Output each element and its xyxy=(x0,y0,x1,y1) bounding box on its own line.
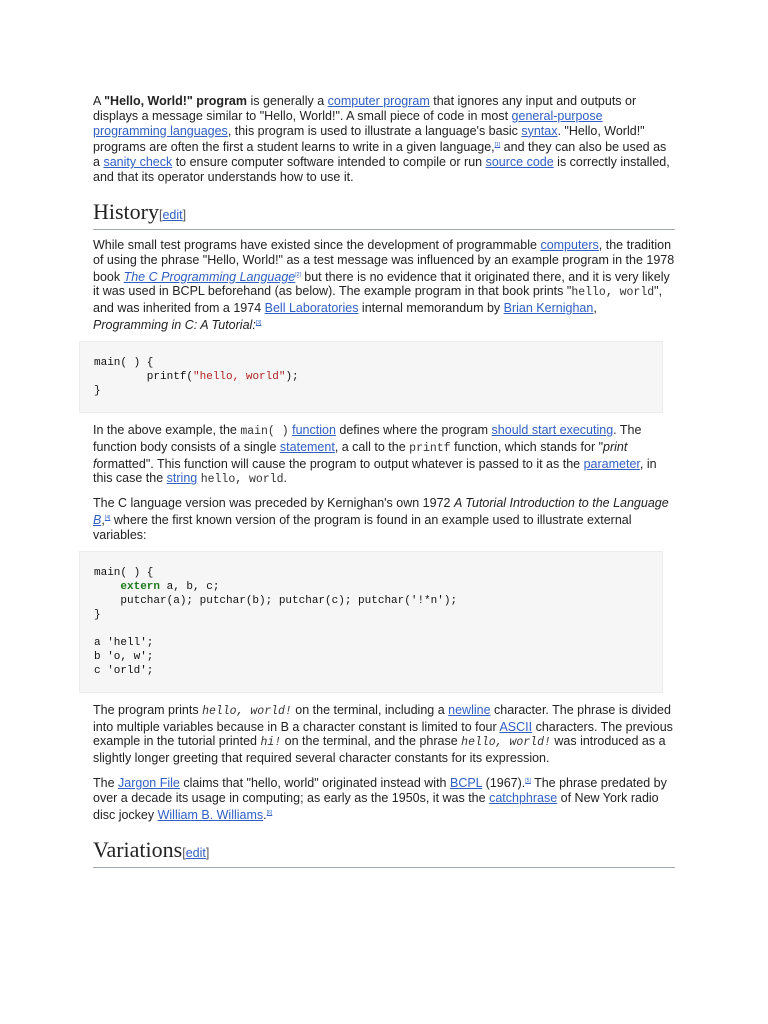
reference-1[interactable]: [1] xyxy=(494,142,501,149)
link-ascii[interactable]: ASCII xyxy=(499,719,533,734)
link-jargon-file[interactable]: Jargon File xyxy=(118,776,180,791)
variations-heading: Variations[edit] xyxy=(93,837,675,868)
link-bcpl[interactable]: BCPL xyxy=(449,776,483,791)
history-paragraph-3: The C language version was preceded by Kernighan's own 1972 A Tutorial Introduction to the Language B,[4] where the first known version of the program is found in an example used to illustrate external variables: xyxy=(93,496,669,542)
keyword-extern: extern xyxy=(120,580,161,593)
string-literal: "hello, world" xyxy=(193,371,286,384)
variations-edit-section: [edit] xyxy=(182,845,210,860)
code-block-c: main( ) { printf("hello, world"); } xyxy=(79,341,663,413)
history-edit-section: [edit] xyxy=(159,207,187,222)
intro-paragraph: A "Hello, World!" program is generally a computer program that ignores any input and outputs or displays a message similar to "Hello, World!". A small piece of code in most general-purpose programming languages, this program is used to illustrate a language's basic syntax. "Hello, World!" programs are often the first a student learns to write in a given language,[1] and they can also be used as a sanity check to ensure computer software intended to compile or run source code is correctly installed, and that its operator understands how to use it. xyxy=(93,94,670,185)
reference-5[interactable]: [5] xyxy=(525,777,531,784)
link-brian-kernighan[interactable]: Brian Kernighan xyxy=(503,301,594,316)
link-general-purpose-programming-languages[interactable]: general-purpose programming languages xyxy=(93,108,603,138)
reference-2[interactable]: [2] xyxy=(295,271,301,278)
history-paragraph-2: In the above example, the main( ) function defines where the program should start executing. The function body consists of a single statement, a call to the printf function, which stands for "print formatted". This function will cause the program to output whatever is passed to it as the parameter, in this case the string hello, world. xyxy=(93,423,657,487)
link-newline[interactable]: newline xyxy=(448,702,491,717)
link-string[interactable]: string xyxy=(166,471,198,486)
history-paragraph-1: While small test programs have existed since the development of programmable computers, the tradition of using the phrase "Hello, World!" as a test message was influenced by an example program in the 1978 book The C Programming Language[2] but there is no evidence that it originated there, and it is very likely it was used in BCPL beforehand (as below). The example program in that book prints "hello, world", and was inherited from a 1974 Bell Laboratories internal memorandum by Brian Kernighan, Programming in C: A Tutorial:[3] xyxy=(93,237,675,333)
link-language-b[interactable]: B xyxy=(93,513,102,528)
history-paragraph-5: The Jargon File claims that "hello, world" originated instead with BCPL (1967).[5] The phrase predated by over a decade its usage in computing; as early as the 1950s, it was the catchphrase of New York radio disc jockey William B. Williams.[6] xyxy=(93,776,667,822)
history-edit-link[interactable]: edit xyxy=(162,207,183,222)
link-computers[interactable]: computers xyxy=(540,237,599,252)
link-source-code[interactable]: source code xyxy=(485,155,554,170)
tutorial-title: Programming in C: A Tutorial xyxy=(93,318,253,333)
reference-4[interactable]: [4] xyxy=(104,515,111,522)
link-sanity-check[interactable]: sanity check xyxy=(103,155,173,170)
link-bell-laboratories[interactable]: Bell Laboratories xyxy=(264,301,359,316)
bold-term: "Hello, World!" program xyxy=(104,94,248,108)
reference-3[interactable]: [3] xyxy=(255,320,262,327)
article-body xyxy=(93,94,675,876)
history-paragraph-4: The program prints hello, world! on the terminal, including a newline character. The phrase is divided into multiple variables because in B a character constant is limited to four ASCII characters. The previous example in the tutorial printed hi! on the terminal, and the phrase hello, world! was introduced as a slightly longer greeting that required several character constants for its expression. xyxy=(93,702,673,766)
reference-6[interactable]: [6] xyxy=(266,809,273,816)
link-catchphrase[interactable]: catchphrase xyxy=(489,790,558,805)
link-parameter[interactable]: parameter xyxy=(583,456,640,471)
link-syntax[interactable]: syntax xyxy=(521,123,558,138)
link-c-programming-language[interactable]: The C Programming Language xyxy=(123,269,296,284)
link-should-start-executing[interactable]: should start executing xyxy=(491,423,614,438)
inline-code-hello-world: hello, world xyxy=(571,286,655,300)
link-computer-program[interactable]: computer program xyxy=(327,94,430,108)
link-statement[interactable]: statement xyxy=(279,439,335,454)
history-heading: History[edit] xyxy=(93,199,675,230)
code-block-b: main( ) { extern a, b, c; putchar(a); putchar(b); putchar(c); putchar('!*n'); } a 'hell'; b 'o, w'; c 'orld'; xyxy=(79,551,663,693)
link-william-b-williams[interactable]: William B. Williams xyxy=(157,807,264,822)
link-function[interactable]: function xyxy=(292,423,336,438)
variations-edit-link[interactable]: edit xyxy=(185,845,206,860)
